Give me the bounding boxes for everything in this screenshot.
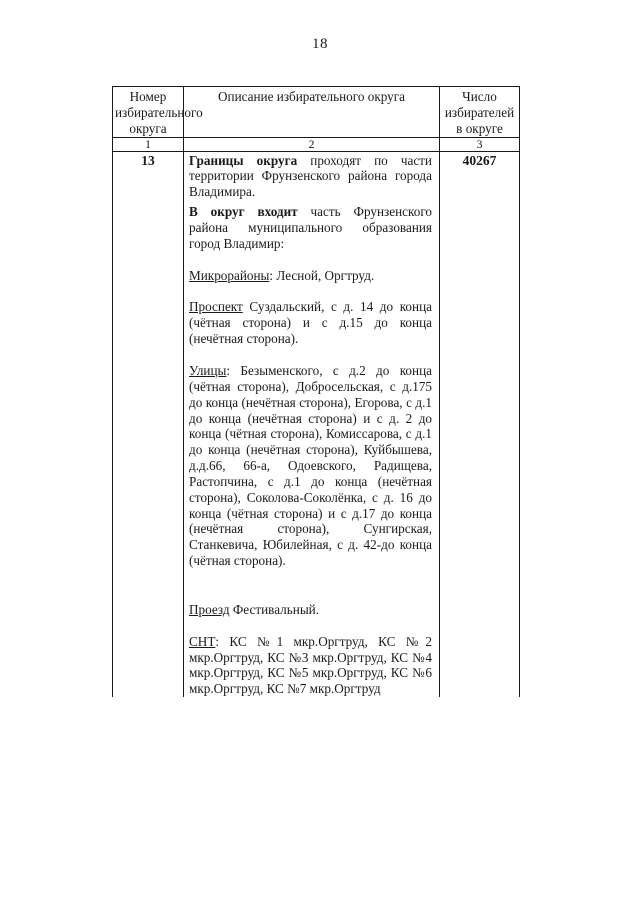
boundaries-text: проходят по части территории Фрунзенского района города Владимира. (189, 152, 432, 200)
passage-label: Проезд (189, 601, 230, 617)
district-description (184, 151, 440, 697)
voter-count: 40267 (440, 151, 520, 697)
passage-paragraph (189, 602, 432, 618)
district-number: 13 (113, 151, 184, 697)
district-table (112, 86, 520, 697)
page-number: 18 (312, 36, 328, 52)
snt-label: СНТ (189, 633, 216, 649)
prospect-text: Суздальский, с д. 14 до конца (чётная сторона) и с д.15 до конца (нечётная сторона). (189, 299, 432, 347)
header-district-description: Описание избирательного округа (184, 87, 440, 138)
streets-paragraph (189, 363, 432, 569)
includes-text: часть Фрунзенского района муниципального образования город Владимир: (189, 204, 432, 251)
streets-text: : Безыменского, с д.2 до конца (чётная сторона), Добросельская, с д.175 до конца (нечётная сторона), Егорова, с д.1 до конца (нечётная сторона) и с д. 2 до конца (чётная сторона), Комиссарова, с д.1 до конца (нечётная сторона), Куйбышева, д.д.66, 66-а, Одоевского, Радищева, Растопчина, с д.1 до конца (нечётная сторона), Соколова-Соколёнка, с д. 16 до конца (чётная сторона) и с д.17 до конца (нечётная сторона), Сунгирская, Станкевича, Юбилейная, с д. 42-до конца (чётная сторона). (189, 362, 432, 569)
microdistricts-text: : Лесной, Оргтруд. (269, 267, 375, 283)
boundaries-label: Границы округа (189, 152, 298, 168)
column-number-1: 1 (113, 137, 184, 151)
table-header-row (113, 87, 520, 138)
header-voter-count: Число избирателей в округе (440, 87, 520, 138)
microdistricts-paragraph (189, 268, 432, 284)
snt-paragraph (189, 634, 432, 697)
streets-label: Улицы (189, 362, 227, 378)
includes-label: В округ входит (189, 204, 298, 220)
prospect-label: Проспект (189, 299, 243, 315)
column-number-3: 3 (440, 137, 520, 151)
prospect-paragraph (189, 299, 432, 347)
boundaries-paragraph (189, 153, 432, 201)
header-district-number: Номер избирательного округа (113, 87, 184, 138)
table-row (113, 151, 520, 697)
column-number-row (113, 137, 520, 151)
column-number-2: 2 (184, 137, 440, 151)
includes-paragraph (189, 204, 432, 252)
snt-text: : КС №1 мкр.Оргтруд, КС №2 мкр.Оргтруд, КС №3 мкр.Оргтруд, КС №4 мкр.Оргтруд, КС №5 мкр.Оргтруд, КС №6 мкр.Оргтруд, КС №7 мкр.Оргтруд (189, 633, 432, 697)
passage-text: Фестивальный. (229, 601, 320, 617)
microdistricts-label: Микрорайоны (189, 267, 270, 283)
